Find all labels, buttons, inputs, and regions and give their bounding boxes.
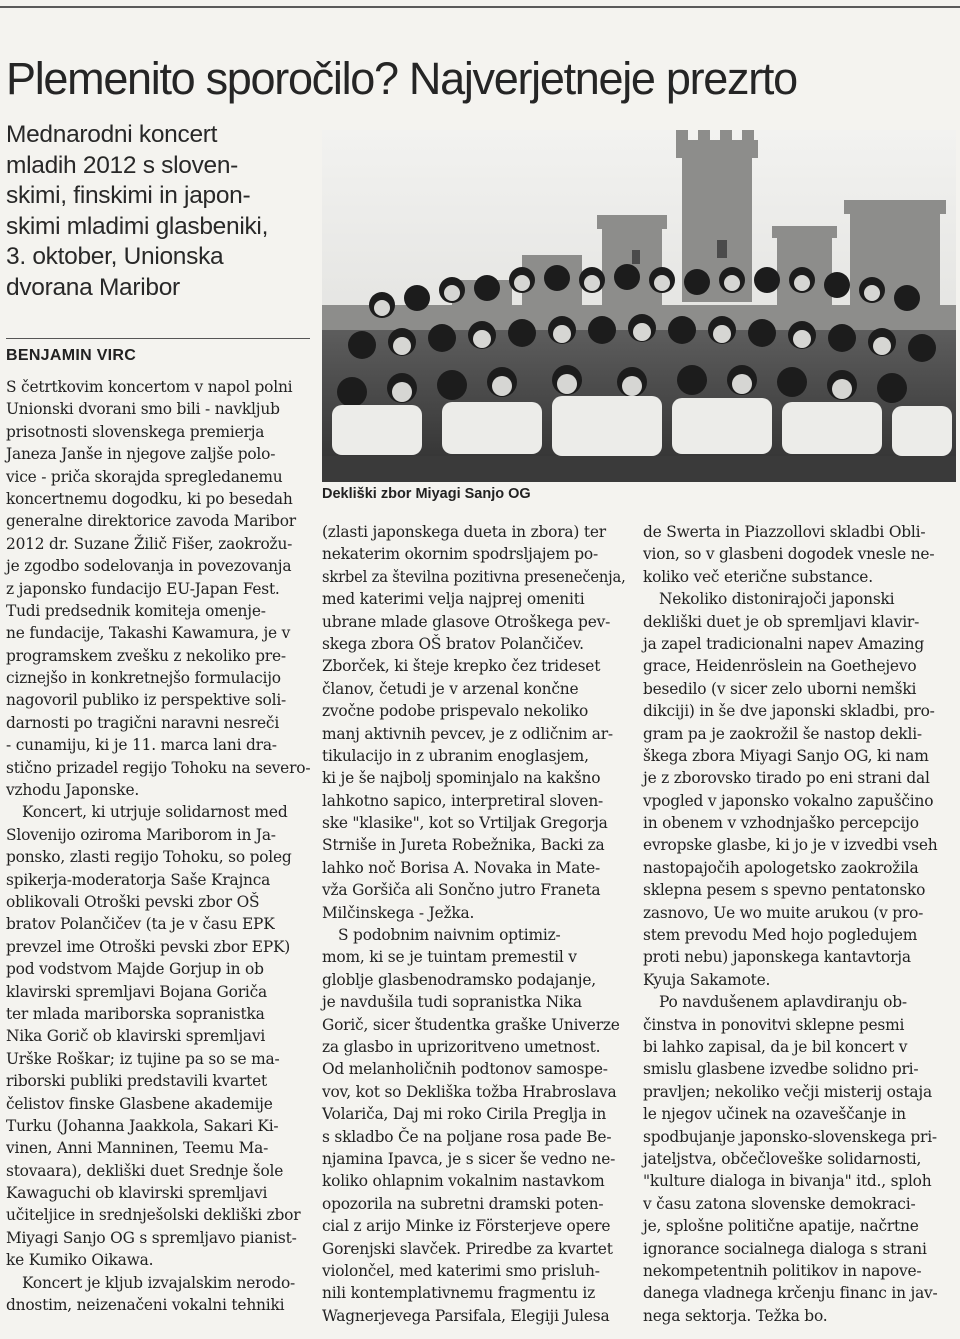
body-line	[643, 1215, 953, 1237]
body-line-text: prisotnosti slovenskega premierja	[6, 422, 265, 441]
body-line	[322, 1170, 626, 1192]
body-line	[643, 1260, 953, 1282]
body-line-text: prevzel ime Otroški pevski zbor EPK)	[6, 937, 291, 956]
body-line-text: grace, Heidenröslein na Goethejevo	[643, 657, 917, 676]
body-line-text: smislu glasbene izvedbe solidno pri-	[643, 1060, 919, 1079]
body-line-text: ubrane mlade glasove Otroškega pev-	[322, 612, 611, 631]
body-line-text: besedilo (v sicer zelo uborni nemški	[643, 679, 917, 698]
body-line	[322, 812, 626, 834]
body-line	[6, 801, 310, 823]
body-line-text: ne fundacije, Takashi Kawamura, je v	[6, 624, 291, 643]
body-line	[643, 678, 953, 700]
byline-rule	[6, 338, 310, 339]
body-line	[643, 1193, 953, 1215]
body-line	[6, 645, 310, 667]
body-line-text: Volariča, Daj mi roko Cirila Preglja in	[322, 1105, 607, 1124]
body-line	[643, 1305, 953, 1327]
body-line	[643, 812, 953, 834]
body-line	[6, 846, 310, 868]
body-line	[643, 1058, 953, 1080]
body-line-text: Unionski dvorani smo bili - navkljub	[6, 400, 280, 419]
body-line-text: globlje glasbenodramsko podajanje,	[322, 970, 596, 989]
deck-line: dvorana Maribor	[6, 273, 180, 301]
body-line	[322, 745, 626, 767]
body-line-text: Koncert, ki utrjuje solidarnost med	[22, 803, 288, 822]
body-line	[6, 600, 310, 622]
body-line	[6, 1272, 310, 1294]
body-line	[322, 1081, 626, 1103]
body-line-text: ter mlada mariborska sopranistka	[6, 1004, 265, 1023]
body-line-text: nagovoril publiko iz perspektive soli-	[6, 691, 287, 710]
body-line-text: ponsko, zlasti regijo Tohoku, so poleg	[6, 848, 292, 867]
body-line	[322, 723, 626, 745]
body-line-text: cial z arijo Minke iz Försterjeve opere	[322, 1217, 611, 1236]
body-line-text: je z zborovsko tirado po eni strani dal	[643, 769, 930, 788]
body-line	[6, 667, 310, 689]
body-line	[6, 1115, 310, 1137]
body-line-text: Urške Roškar; iz tujine pa so se ma-	[6, 1049, 280, 1068]
body-line-text: tikulacijo in z ubranim enoglasjem,	[322, 746, 589, 765]
body-line-text: violončel, med katerimi smo prisluh-	[322, 1261, 600, 1280]
body-line	[322, 678, 626, 700]
body-line	[6, 1003, 310, 1025]
body-line-text: vinen, Anni Manninen, Teemu Ma-	[6, 1139, 269, 1158]
body-line-text: s skladbo Če na poljane rosa pade Be-	[322, 1127, 612, 1146]
body-line	[6, 1137, 310, 1159]
body-line	[6, 958, 310, 980]
body-line-text: Nika Gorič ob klavirski spremljavi	[6, 1027, 266, 1046]
body-line-text: koliko več eterične substance.	[643, 567, 873, 586]
body-line-text: pravljen; nekoliko večji misterij ostaja	[643, 1082, 932, 1101]
body-line-text: jateljstva, občečloveške solidarnosti,	[643, 1149, 922, 1168]
body-line	[643, 1036, 953, 1058]
body-line-text: riborski publiki predstavili kvartet	[6, 1072, 268, 1091]
body-line-text: ske "klasike", kot so Vrtiljak Gregorja	[322, 814, 608, 833]
body-line	[322, 1215, 626, 1237]
body-line-text: ignorance socialnega dialoga s strani	[643, 1239, 927, 1258]
body-line-text: generalne direktorice zavoda Maribor	[6, 512, 296, 531]
byline: BENJAMIN VIRC	[6, 347, 137, 364]
body-line-text: spodbujanje japonsko-slovenskega pri-	[643, 1127, 937, 1146]
body-line	[6, 1048, 310, 1070]
body-line	[322, 879, 626, 901]
body-line-text: Po navdušenem aplavdiranju ob-	[659, 993, 907, 1012]
body-line	[6, 1294, 310, 1316]
body-line	[6, 913, 310, 935]
deck	[6, 120, 306, 304]
body-line	[322, 521, 626, 543]
body-line	[643, 991, 953, 1013]
body-line-text: lahkotno sapico, interpretiral sloven-	[322, 791, 604, 810]
body-line-text: z japonsko fundacijo EU-Japan Fest.	[6, 579, 280, 598]
body-line-text: Kyuja Sakamote.	[643, 970, 771, 989]
body-line-text: vice - priča skorajda spregledanemu	[6, 467, 283, 486]
body-line	[322, 1238, 626, 1260]
body-line	[6, 398, 310, 420]
body-line	[322, 543, 626, 565]
body-line	[322, 1193, 626, 1215]
body-line-text: skrbel za številna pozitivna presenečenja,	[322, 567, 626, 586]
body-line	[6, 622, 310, 644]
body-line-text: Od melanholičnih podtonov samospe-	[322, 1060, 608, 1079]
body-line	[322, 1148, 626, 1170]
body-line	[6, 578, 310, 600]
body-line-text: je, splošne politične apatije, načrtne	[643, 1217, 919, 1236]
body-line	[643, 633, 953, 655]
body-line	[322, 1126, 626, 1148]
body-line-text: in obenem v vzhodnjaško percepcijo	[643, 814, 919, 833]
body-line	[643, 1081, 953, 1103]
body-line-text: Nekoliko distonirajoči japonski	[659, 590, 895, 609]
body-line-text: lahko noč Borisa A. Novaka in Mate-	[322, 858, 601, 877]
body-line	[643, 611, 953, 633]
body-line	[6, 689, 310, 711]
body-line	[6, 824, 310, 846]
body-line-text: škega zbora Miyagi Sanjo OG, ki nam	[643, 746, 929, 765]
body-line	[6, 1204, 310, 1226]
body-line-text: ciznejšo in konkretnejšo formulacijo	[6, 669, 281, 688]
body-line-text: Koncert je kljub izvajalskim nerodo-	[22, 1273, 296, 1292]
body-line-text: S četrtkovim koncertom v napol polni	[6, 378, 293, 396]
body-line	[322, 946, 626, 968]
choir-photo-illustration	[322, 130, 956, 482]
body-line-text: koliko ohlapnim vokalnim nastavkom	[322, 1172, 605, 1191]
body-line-text: spikerja-moderatorja Saše Krajnca	[6, 870, 271, 889]
body-line	[322, 1260, 626, 1282]
body-line	[6, 421, 310, 443]
body-line-text: učiteljice in srednješolski dekliški zbor	[6, 1206, 301, 1225]
body-line-text: nekompetentnih politikov in napove-	[643, 1261, 922, 1280]
body-line	[643, 723, 953, 745]
body-line-text: Tudi predsednik komiteja omenje-	[6, 601, 266, 620]
body-line-text: danega vladnega krčenju financ in jav-	[643, 1284, 938, 1303]
body-line-text: Milčinskega - Ježka.	[322, 903, 475, 922]
body-line-text: dekliški duet je ob spremljavi klavir-	[643, 612, 920, 631]
body-line-text: programskem zvešku z nekoliko pre-	[6, 646, 286, 665]
body-line	[322, 1014, 626, 1036]
body-line-text: darnosti po tragični naravni nesreči	[6, 713, 280, 732]
body-line-text: dnostim, neizenačeni vokalni tehniki	[6, 1296, 285, 1315]
body-line-text: - cunamiju, ki je 11. marca lani dra-	[6, 736, 277, 755]
body-line	[643, 969, 953, 991]
body-line-text: je navdušila tudi sopranistka Nika	[322, 993, 582, 1012]
body-line-text: evropske glasbe, ki jo je v izvedbi vseh	[643, 836, 938, 855]
body-line-text: stem prevodu Med hojo pogledujem	[643, 926, 918, 945]
body-line-text: nega sektorja. Težka bo.	[643, 1306, 828, 1325]
body-line	[6, 936, 310, 958]
body-line-text: mom, ki se je tuintam premestil v	[322, 948, 577, 967]
body-line	[643, 902, 953, 924]
body-line-text: zasnovo, Ue wo muite arukou (v pro-	[643, 903, 924, 922]
body-line-text: čelistov finske Glasbene akademije	[6, 1094, 273, 1113]
body-line-text: ki je še najbolj spominjalo na kakšno	[322, 769, 601, 788]
body-line	[322, 902, 626, 924]
body-line-text: proti nebu) japonskega kantavtorja	[643, 948, 911, 967]
body-line	[6, 1182, 310, 1204]
body-line-text: "kulture dialoga in bivanja" itd., sploh	[643, 1172, 932, 1191]
body-line-text: 2012 dr. Suzane Žilič Fišer, zaokrožu-	[6, 534, 293, 553]
body-line	[643, 655, 953, 677]
deck-line: 3. oktober, Unionska	[6, 243, 224, 271]
body-line-text: Gorič, sicer študentka graške Univerze	[322, 1015, 620, 1034]
body-line-text: vov, kot so Dekliška tožba Hrabroslava	[322, 1082, 617, 1101]
body-line-text: manj aktivnih pevcev, je z odličnim ar-	[322, 724, 613, 743]
body-line-text: nili kontemplativnemu fragmentu iz	[322, 1284, 596, 1303]
deck-line: skimi mladimi glasbeniki,	[6, 212, 269, 240]
body-line	[6, 1093, 310, 1115]
body-line-text: med katerimi velja najprej omeniti	[322, 590, 585, 609]
body-line	[643, 1238, 953, 1260]
body-line-text: gram pa je zaokrožil še nastop dekli-	[643, 724, 922, 743]
article-column-1	[6, 376, 310, 1316]
body-line-text: Wagnerjevega Parsifala, Elegiji Julesa	[322, 1306, 610, 1325]
body-line-text: stično prizadel regijo Tohoku na severo-	[6, 758, 311, 777]
body-line	[643, 1282, 953, 1304]
body-line-text: Gorenjski slavček. Priredbe za kvartet	[322, 1239, 613, 1258]
body-line	[6, 488, 310, 510]
deck-line: mladih 2012 s sloven-	[6, 151, 239, 179]
body-line-text: stovaara), dekliški duet Srednje šole	[6, 1161, 284, 1180]
body-line-text: nekaterim okornim spodrsljajem po-	[322, 545, 598, 564]
body-line-text: bi lahko zapisal, da je bil koncert v	[643, 1037, 908, 1056]
body-line-text: Miyagi Sanjo OG s spremljavo pianist-	[6, 1228, 297, 1247]
body-line	[6, 443, 310, 465]
body-line-text: le njegov učinek na ozaveščanje in	[643, 1105, 906, 1124]
body-line	[6, 1249, 310, 1271]
body-line	[6, 533, 310, 555]
body-line-text: de Swerta in Piazzollovi skladbi Obli-	[643, 523, 926, 541]
deck-line: Mednarodni koncert	[6, 121, 218, 148]
photo-caption: Dekliški zbor Miyagi Sanjo OG	[322, 486, 531, 502]
body-line	[322, 611, 626, 633]
body-line	[322, 1282, 626, 1304]
body-line-text: njamina Ipavca, je s sicer še vedno ne-	[322, 1149, 616, 1168]
body-line	[322, 924, 626, 946]
body-line	[643, 700, 953, 722]
body-line	[6, 1025, 310, 1047]
body-line	[6, 1160, 310, 1182]
body-line	[6, 712, 310, 734]
body-line-text: bratov Polančičev (ta je v času EPK	[6, 915, 275, 934]
body-line	[643, 1170, 953, 1192]
body-line	[322, 1036, 626, 1058]
body-line-text: ja zapel tradicionalni napev Amazing	[643, 634, 925, 653]
body-line	[643, 521, 953, 543]
body-line	[6, 1070, 310, 1092]
body-line	[322, 857, 626, 879]
body-line-text: opozorila na subretni dramski poten-	[322, 1194, 604, 1213]
body-line	[322, 790, 626, 812]
body-line	[6, 734, 310, 756]
body-line-text: sklepna pesem s spevno pentatonsko	[643, 881, 926, 900]
body-line	[6, 869, 310, 891]
body-line-text: skega zbora OŠ bratov Polančičev.	[322, 634, 584, 653]
body-line	[643, 588, 953, 610]
body-line-text: vpogled v japonsko vokalno zapuščino	[643, 791, 934, 810]
body-line	[322, 700, 626, 722]
body-line	[643, 1126, 953, 1148]
body-line	[643, 1103, 953, 1125]
body-line	[643, 834, 953, 856]
body-line-text: vža Goršiča ali Sončno jutro Franeta	[322, 881, 601, 900]
headline: Plemenito sporočilo? Najverjetneje prezrto	[6, 53, 797, 105]
body-line-text: oblikovali Otroški pevski zbor OŠ	[6, 892, 260, 911]
body-line	[322, 991, 626, 1013]
body-line	[6, 779, 310, 801]
body-line	[6, 981, 310, 1003]
choir-photo	[322, 130, 956, 482]
body-line	[322, 633, 626, 655]
article-column-2	[322, 521, 626, 1327]
body-line-text: vion, so v glasbeni dogodek vnesle ne-	[643, 545, 935, 564]
body-line	[6, 555, 310, 577]
body-line-text: činstva in ponovitvi sklepne pesmi	[643, 1015, 905, 1034]
body-line-text: vzhodu Japonske.	[6, 781, 140, 800]
body-line	[643, 543, 953, 565]
body-line-text: Janeza Janše in njegove zaljše polo-	[6, 445, 276, 464]
body-line-text: dikciji) in še dve japonski skladbi, pro-	[643, 702, 935, 721]
body-line	[322, 566, 626, 588]
body-line-text: za glasbo in uprizoritveno umetnost.	[322, 1037, 601, 1056]
body-line-text: Kawaguchi ob klavirski spremljavi	[6, 1184, 268, 1203]
body-line-text: klavirski spremljavi Bojana Goriča	[6, 982, 267, 1001]
body-line	[322, 655, 626, 677]
body-line	[643, 790, 953, 812]
body-line-text: Slovenijo oziroma Mariborom in Ja-	[6, 825, 276, 844]
body-line-text: je zgodbo sodelovanja in povezovanja	[6, 557, 292, 576]
body-line	[643, 857, 953, 879]
body-line	[643, 946, 953, 968]
body-line-text: zvočne podobe prispevalo nekoliko	[322, 702, 589, 721]
body-line	[322, 1305, 626, 1327]
body-line-text: S podobnim naivnim optimiz-	[338, 926, 561, 945]
body-line	[643, 924, 953, 946]
body-line-text: pod vodstvom Majde Gorjup in ob	[6, 960, 264, 979]
body-line	[322, 767, 626, 789]
body-line	[322, 969, 626, 991]
body-line	[6, 376, 310, 398]
body-line	[6, 466, 310, 488]
body-line-text: (zlasti japonskega dueta in zbora) ter	[322, 523, 606, 541]
body-line	[322, 834, 626, 856]
body-line	[643, 1148, 953, 1170]
body-line	[322, 1103, 626, 1125]
body-line-text: Zborček, ki šteje krepko čez trideset	[322, 657, 601, 676]
body-line-text: v času zatona slovenske demokraci-	[643, 1194, 916, 1213]
body-line-text: Strniše in Jureta Robežnika, Backi za	[322, 836, 605, 855]
body-line-text: ke Kumiko Oikawa.	[6, 1251, 154, 1270]
body-line	[643, 767, 953, 789]
body-line	[643, 879, 953, 901]
article-column-3	[643, 521, 953, 1327]
body-line-text: koncertnemu dogodku, ki po besedah	[6, 489, 293, 508]
body-line-text: Turku (Johanna Jaakkola, Sakari Ki-	[6, 1116, 279, 1135]
body-line	[6, 891, 310, 913]
body-line	[643, 745, 953, 767]
body-line-text: nastopajočih apologetsko zaokrožila	[643, 858, 919, 877]
body-line	[6, 757, 310, 779]
body-line	[6, 1227, 310, 1249]
body-line	[6, 510, 310, 532]
body-line	[322, 1058, 626, 1080]
top-rule	[0, 6, 960, 8]
body-line	[643, 1014, 953, 1036]
body-line	[643, 566, 953, 588]
body-line	[322, 588, 626, 610]
deck-line: skimi, finskimi in japon-	[6, 182, 251, 210]
body-line-text: članov, četudi je v arzenal končne	[322, 679, 579, 698]
